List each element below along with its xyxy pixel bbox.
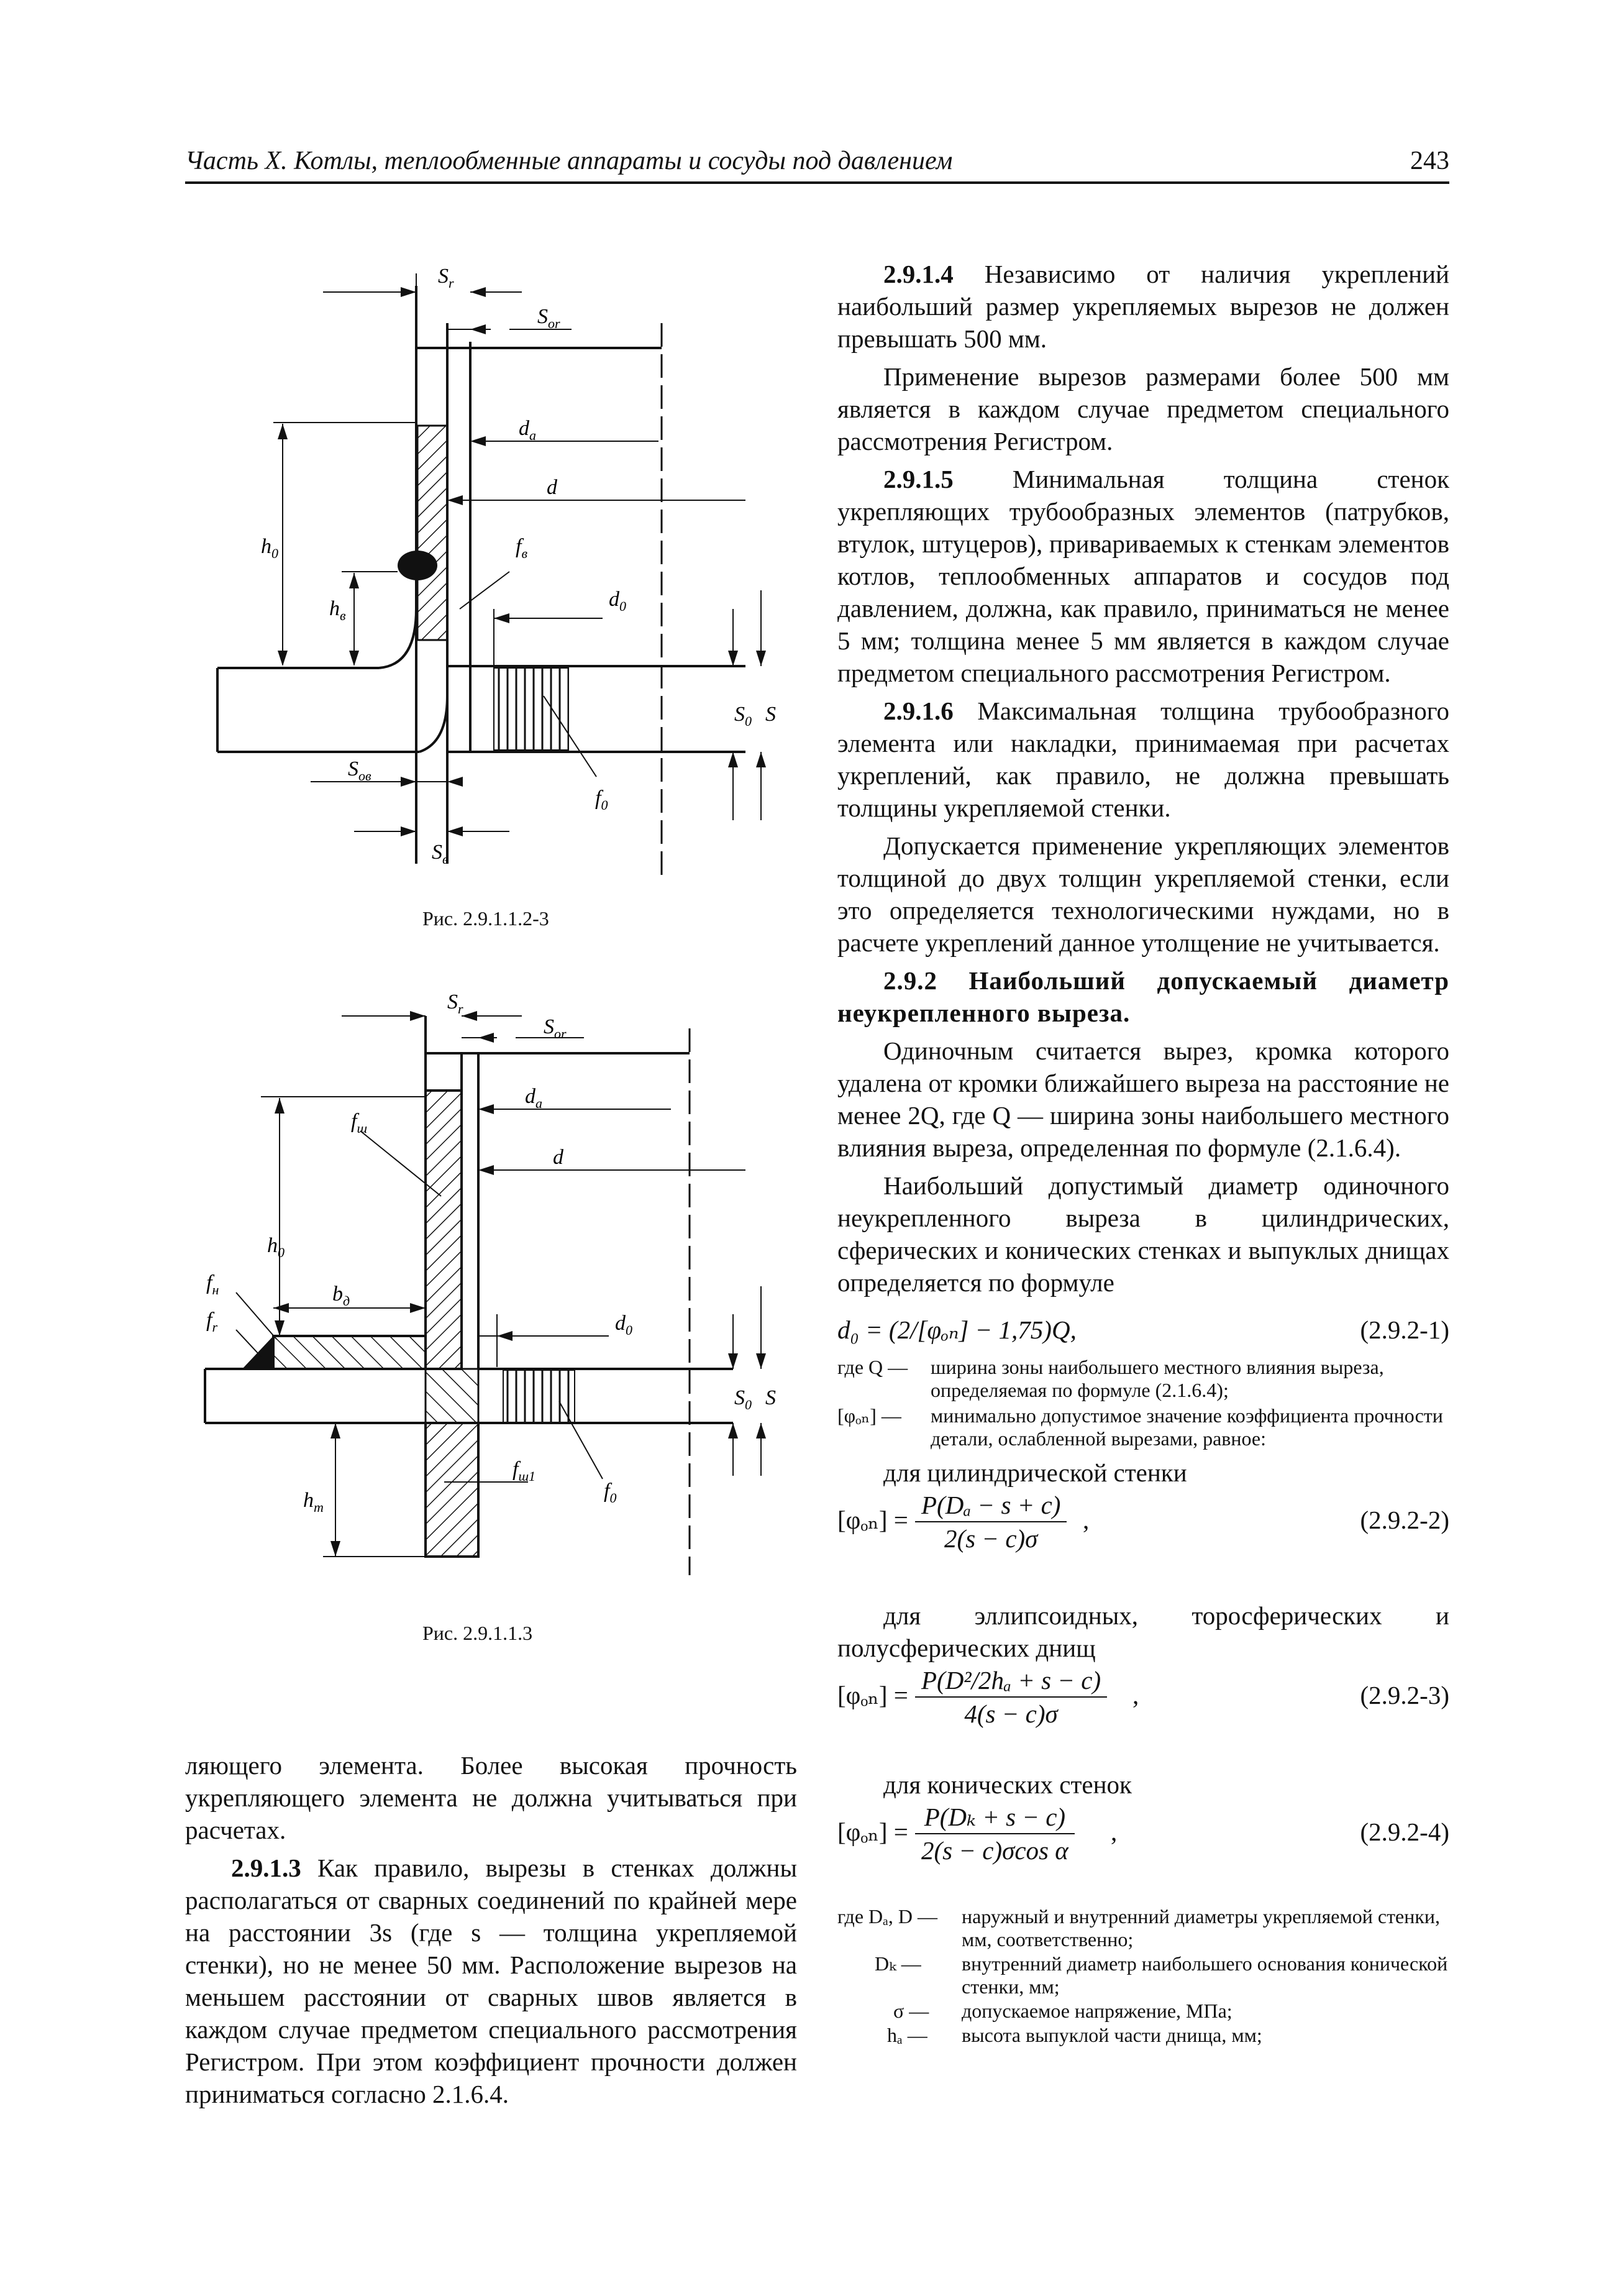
fig1-label-Sov: $S_{ов}$ [348, 757, 371, 784]
fig1-label-S: S [765, 703, 776, 726]
fig2-label-Sor: $S_{or}$ [544, 1015, 567, 1041]
figure-2-caption: Рис. 2.9.1.1.3 [422, 1622, 533, 1644]
left-column-text [185, 1749, 797, 2110]
fig2-label-hm: $h_m$ [303, 1489, 324, 1515]
eq2-fraction: $\frac{\text{P(Dₐ − s + c)}}{2(s - c)\sigma}$ [915, 1489, 1067, 1555]
fig2-label-Sr: $S_r$ [447, 991, 463, 1017]
header-rule [185, 181, 1449, 184]
where-list-1 [837, 1356, 1449, 1450]
fig2-label-d: d [553, 1146, 563, 1169]
left-paragraph-2: 2.9.1.3 Как правило, вырезы в стенках должны располагаться от сварных соединений по крайней мере на расстоянии 3s (где s — толщина укрепляемой стенки), но не менее 50 мм. Расположение вырезов на меньшем расстоянии от сварных швов является в каждом случае предметом специального рассмотрения Регистром. При этом коэффициент прочности должен приниматься согласно 2.1.6.4. [185, 1854, 797, 2108]
def-ha: hₐ — высота выпуклой части днища, мм; [887, 2024, 1262, 2046]
fig1-label-Sor: $S_{or}$ [537, 305, 560, 331]
equation-2-9-2-2: [φₒₙ] = $\frac{\text{P(Dₐ − s + c)}}{2(s - c)\sigma}$ , (2.9.2-2) [837, 1489, 1449, 1556]
def-sigma: σ — допускаемое напряжение, МПа; [893, 2000, 1232, 2022]
fig2-label-fsh: $f_ш$ [351, 1110, 368, 1136]
fig1-label-d: d [547, 476, 557, 499]
fig1-label-da: $d_a$ [519, 417, 536, 443]
fig1-label-fv: $f_в$ [516, 535, 528, 561]
section-2-9-2-heading: 2.9.2 Наибольший допускаемый диаметр неукрепленного выреза. [837, 966, 1449, 1027]
running-header [185, 146, 1449, 182]
def-Dk: Dₖ — внутренний диаметр наибольшего основания конической стенки, мм; [875, 1952, 1448, 1998]
figure-1-caption: Рис. 2.9.1.1.2-3 [422, 907, 549, 930]
fig1-label-Sv: $S_в$ [432, 841, 449, 867]
label-cylindrical: для цилиндрической стенки [883, 1458, 1187, 1487]
equation-2-9-2-4: [φₒₙ] = $\frac{\text{P(Dₖ + s − c)}}{\text{2(s − c)σcos α}}$ , (2.9.2-4) [837, 1801, 1449, 1868]
left-paragraph-1: ляющего элемента. Более высокая прочность укрепляющего элемента не должна учитываться при расчетах. [185, 1751, 797, 1844]
section-2-9-1-4: 2.9.1.4 Независимо от наличия укреплений наибольший размер укрепляемых вырезов не должен превышать 500 мм. [837, 260, 1449, 353]
equation-2-9-2-1: d₀ = (2/[φₒₙ] − 1,75)Q, (2.9.2-1) [837, 1315, 1449, 1344]
paragraph-allowed-thickness: Допускается применение укрепляющих элементов толщиной до двух толщин укрепляемой стенки, если это определяется технологическими нуждами, но в расчете укреплений данное утолщение не учитывается. [837, 831, 1449, 957]
fig2-label-S: S [765, 1386, 776, 1409]
equation-2-9-2-3: [φₒₙ] = $\frac{\text{P(D²/2hₐ + s − c)}}{4(s - c)\sigma}$ , (2.9.2-3) [837, 1664, 1449, 1731]
fig1-label-f0: $f_0$ [595, 787, 608, 813]
fig2-label-f0: $f_0$ [604, 1480, 617, 1506]
fig2-label-bd: $b_д$ [332, 1283, 350, 1309]
figure-2 [199, 991, 795, 1581]
paragraph-max-diameter: Наибольший допустимый диаметр одиночного неукрепленного выреза в цилиндрических, сферических и конических стенках и выпуклых днищах определяется по формуле [837, 1171, 1449, 1297]
fig2-label-fr: $f_r$ [206, 1309, 218, 1335]
fig2-label-fsh1: $f_{ш1}$ [513, 1458, 536, 1484]
fig2-label-fn: $f_н$ [206, 1271, 219, 1297]
where-phi: [φₒₙ] — минимально допустимое значение коэффициента прочности детали, ослабленной вырезами, равное: [837, 1404, 1443, 1450]
label-conical: для конических стенок [883, 1770, 1132, 1799]
figure-1 [199, 261, 795, 895]
fig1-label-h0: $h_0$ [261, 535, 278, 561]
def-Da-D: где Dₐ, D — наружный и внутренний диаметры укрепляемой стенки, мм, соответственно; [837, 1905, 1441, 1951]
right-column-text [837, 258, 1449, 2047]
fig2-label-h0: $h_0$ [267, 1234, 285, 1260]
fig1-label-Sr: $S_r$ [438, 265, 454, 291]
paragraph-single-cutout: Одиночным считается вырез, кромка которого удалена от кромки ближайшего выреза на расстояние не менее 2Q, где Q — ширина зоны наибольшего местного влияния выреза, определенная по формуле (2.1.6.4). [837, 1036, 1449, 1162]
fig2-label-da: $d_a$ [525, 1085, 542, 1111]
section-2-9-1-6: 2.9.1.6 Максимальная толщина трубообразного элемента или накладки, принимаемая при расчетах укреплений, как правило, не должна превышать толщины укрепляемой стенки. [837, 697, 1449, 822]
fig2-label-d0: $d_0$ [615, 1312, 632, 1338]
label-ellipsoidal: для эллипсоидных, торосферических и полусферических днищ [837, 1601, 1449, 1662]
fig1-label-d0: $d_0$ [609, 588, 626, 614]
paragraph-500mm: Применение вырезов размерами более 500 мм является в каждом случае предметом специального рассмотрения Регистром. [837, 362, 1449, 455]
section-2-9-1-5: 2.9.1.5 Минимальная толщина стенок укрепляющих трубообразных элементов (патрубков, втулок, штуцеров), привариваемых к стенкам элементов котлов, теплообменных аппаратов и сосудов под давлением, должна, как правило, приниматься не менее 5 мм; толщина менее 5 мм является в каждом случае предметом специального рассмотрения Регистром. [837, 465, 1449, 687]
header-title: Часть X. Котлы, теплообменные аппараты и сосуды под давлением [185, 147, 953, 175]
eq4-fraction: $\frac{\text{P(Dₖ + s − c)}}{\text{2(s − c)σcos α}}$ [915, 1801, 1075, 1867]
where-Q: где Q — ширина зоны наибольшего местного влияния выреза, определяемая по формуле (2.1.6.4); [837, 1356, 1384, 1401]
page-number: 243 [1410, 147, 1449, 175]
fig2-label-S0: $S_0$ [734, 1386, 752, 1412]
fig1-label-hv: $h_в$ [329, 597, 346, 623]
fig1-label-S0: $S_0$ [734, 703, 752, 729]
where-list-2 [837, 1905, 1449, 2047]
eq3-fraction: $\frac{\text{P(D²/2hₐ + s − c)}}{4(s - c)\sigma}$ [915, 1664, 1107, 1730]
